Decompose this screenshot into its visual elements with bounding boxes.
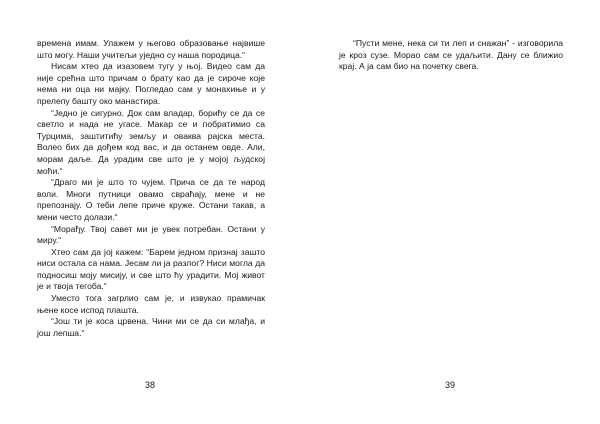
left-page-text xyxy=(37,38,265,339)
page-number: 39 xyxy=(444,380,455,390)
paragraph: “Пусти мене, нека си ти леп и снажан” - изговорила је кроз сузе. Морао сам се удаљити. Дану се ближио крај. А ја сам био на почетку свега. xyxy=(339,38,563,72)
right-page xyxy=(300,0,600,424)
paragraph: Хтео сам да јој кажем: “Барем једном признај зашто ниси остала са нама. Јесам ли ја разлог? Ниси могла да подносиш моју мисију, и све што ћу урадити. Мој живот је и твоја тегоба.“ xyxy=(37,246,265,292)
paragraph: “Једно је сигурно. Док сам владар, борићу се да се светло и нада не угасе. Макар се и побратимио са Турцима, заштитићу земљу и оваква рајска места. Волео бих да дођем код вас, и да останем овде. Али, морам даље. Да урадим све што је у мојој људској моћи.“ xyxy=(37,107,265,176)
paragraph: “Морађу. Твој савет ми је увек потребан. Остани у миру.“ xyxy=(37,223,265,246)
paragraph: времена имам. Улажем у његово образовање највише што могу. Наши учитељи уједно су наша породица.“ xyxy=(37,38,265,60)
paragraph: “Драго ми је што то чујем. Прича се да те народ воли. Многи путници овамо свраћају, мене и не препознају. О теби лепе приче круже. Остани такав, а мени често долази.“ xyxy=(37,177,265,222)
page-number: 38 xyxy=(144,380,155,390)
paragraph: “Још ти је коса црвена. Чини ми се да си млађа, и још лепша.“ xyxy=(37,316,265,338)
paragraph: Нисам хтео да изазовем тугу у њој. Видео сам да није срећна што причам о брату као да је сироче које нема ни оца ни мајку. Погледао сам у монахиње и у прелепу башту око манастира. xyxy=(37,61,265,106)
right-page-text xyxy=(339,38,563,73)
paragraph: Уместо тога загрлио сам је, и извукао прамичак њене косе испод плашта. xyxy=(37,293,265,315)
